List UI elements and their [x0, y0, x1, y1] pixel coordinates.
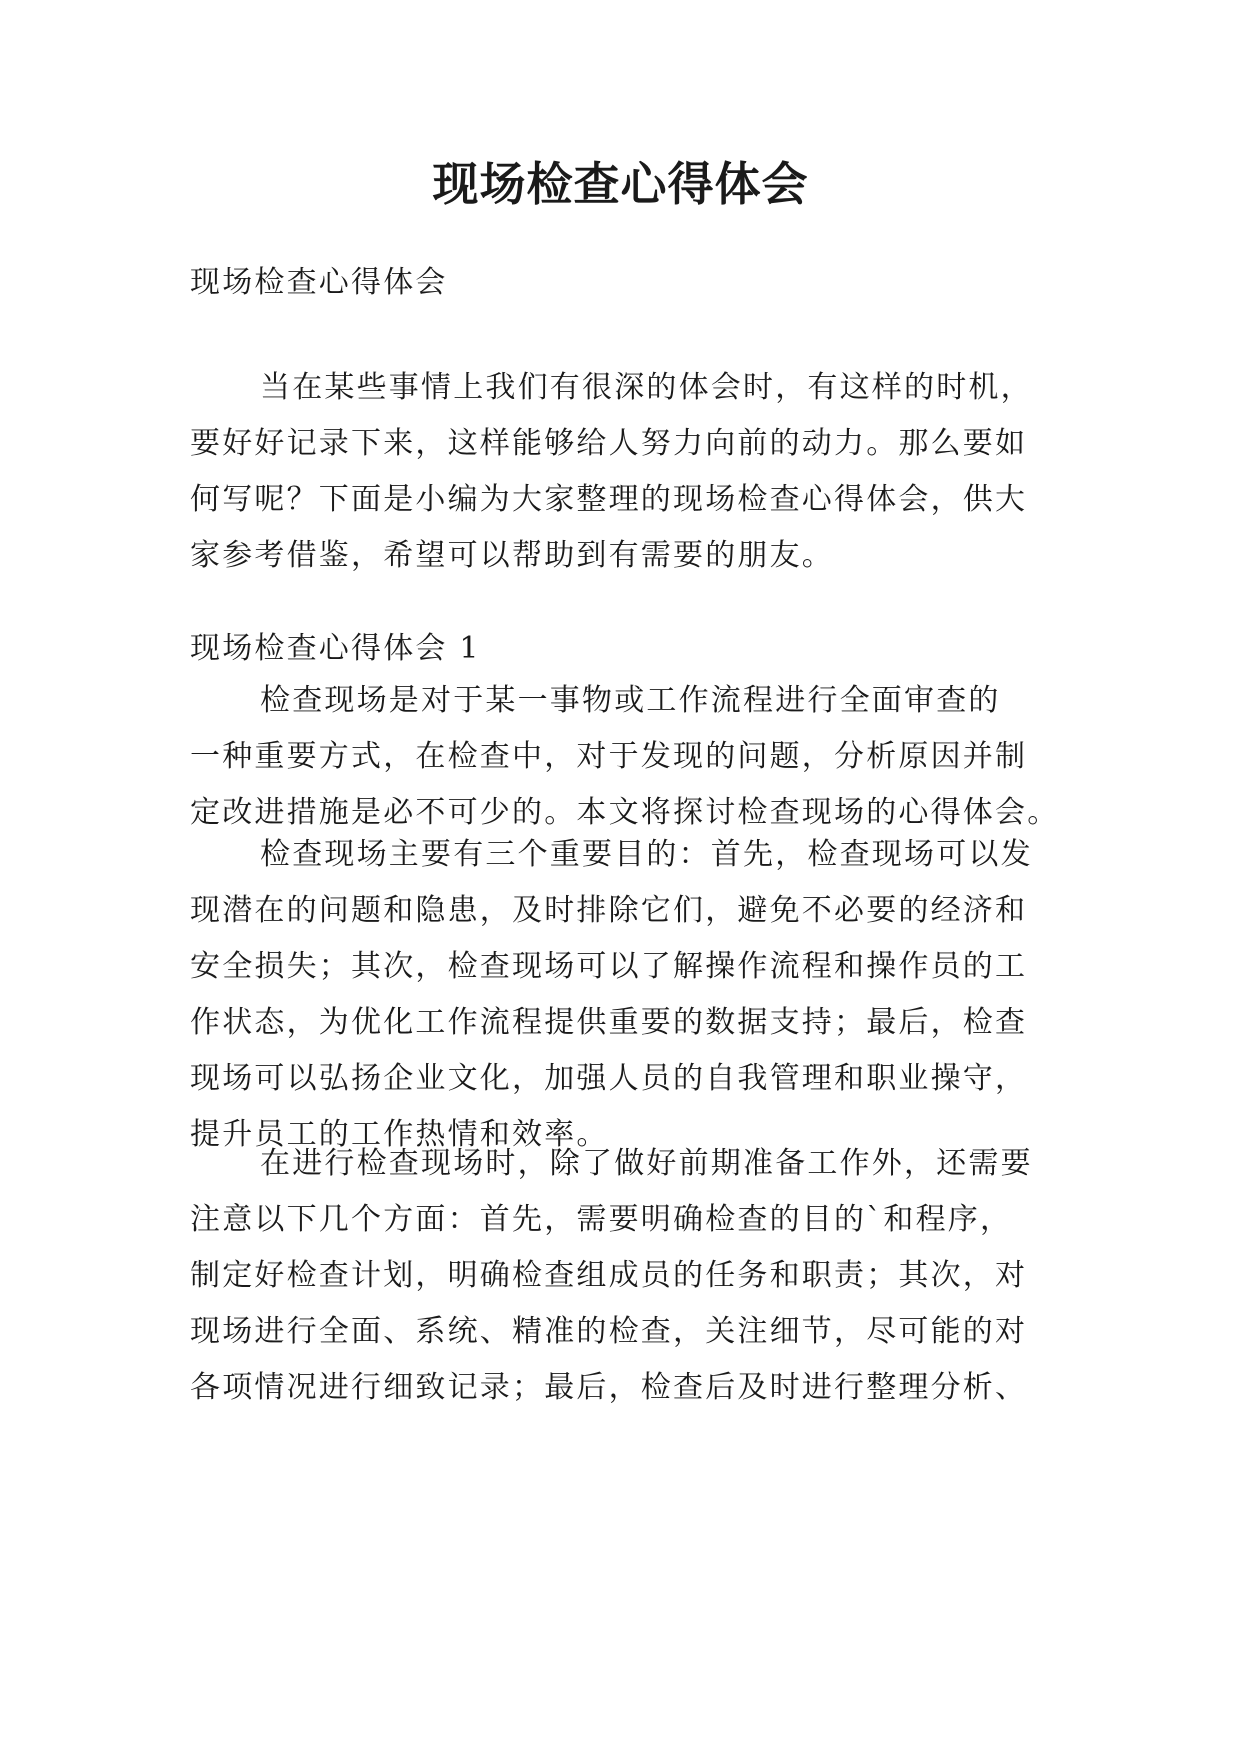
- paragraph-1: [190, 673, 1070, 841]
- paragraph-2: [190, 827, 1070, 1163]
- text-line: 注意以下几个方面：首先，需要明确检查的目的`和程序，: [190, 1202, 1013, 1237]
- text-line: 制定好检查计划，明确检查组成员的任务和职责；其次，对: [190, 1258, 1028, 1293]
- text-line: 现场可以弘扬企业文化，加强人员的自我管理和职业操守，: [190, 1061, 1028, 1096]
- section-heading: 现场检查心得体会 1: [190, 631, 481, 666]
- intro-paragraph: [190, 360, 1070, 584]
- text-line: 现潜在的问题和隐患，及时排除它们，避免不必要的经济和: [190, 893, 1028, 928]
- text-line: 现场进行全面、系统、精准的检查，关注细节，尽可能的对: [190, 1314, 1028, 1349]
- text-line: 提升员工的工作热情和效率。: [190, 1117, 609, 1152]
- text-line: 检查现场是对于某一事物或工作流程进行全面审查的: [260, 683, 1001, 718]
- text-line: 在进行检查现场时，除了做好前期准备工作外，还需要: [260, 1146, 1033, 1181]
- text-line: 作状态，为优化工作流程提供重要的数据支持；最后，检查: [190, 1005, 1028, 1040]
- text-line: 各项情况进行细致记录；最后，检查后及时进行整理分析、: [190, 1370, 1028, 1405]
- text-line: 要好好记录下来，这样能够给人努力向前的动力。那么要如: [190, 426, 1028, 461]
- text-line: 检查现场主要有三个重要目的：首先，检查现场可以发: [260, 837, 1033, 872]
- document-subtitle: 现场检查心得体会: [190, 265, 448, 300]
- document-title: 现场检查心得体会: [432, 157, 809, 211]
- text-line: 定改进措施是必不可少的。本文将探讨检查现场的心得体会。: [190, 795, 1060, 830]
- text-line: 家参考借鉴，希望可以帮助到有需要的朋友。: [190, 538, 834, 573]
- paragraph-3: [190, 1136, 1070, 1416]
- text-line: 安全损失；其次，检查现场可以了解操作流程和操作员的工: [190, 949, 1028, 984]
- text-line: 一种重要方式，在检查中，对于发现的问题，分析原因并制: [190, 739, 1028, 774]
- text-line: 何写呢？下面是小编为大家整理的现场检查心得体会，供大: [190, 482, 1028, 517]
- text-line: 当在某些事情上我们有很深的体会时，有这样的时机，: [260, 370, 1033, 405]
